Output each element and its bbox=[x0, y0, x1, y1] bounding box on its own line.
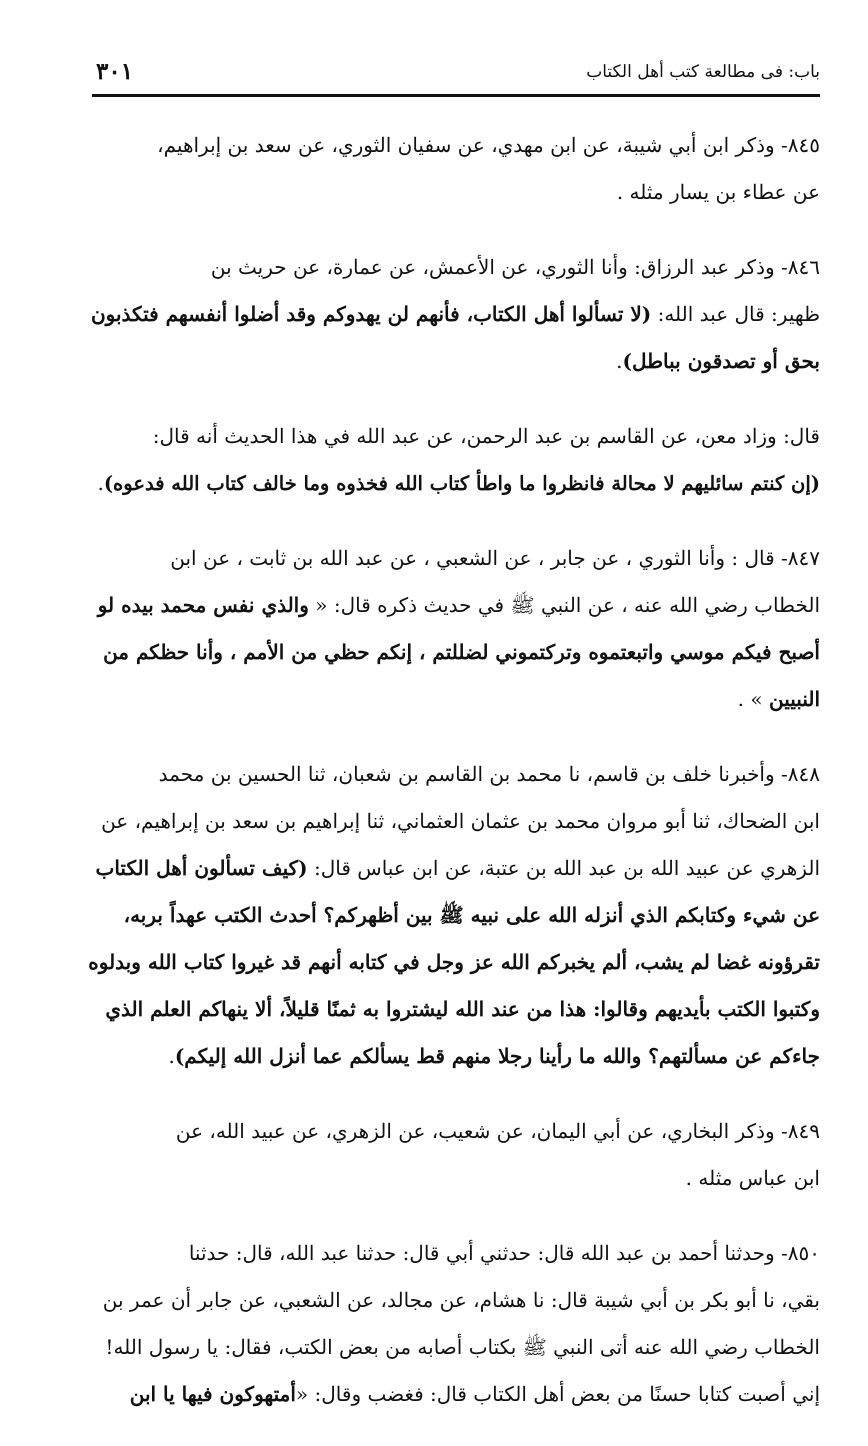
text-run: ابن الضحاك، ثنا أبو مروان محمد بن عثمان العثماني، ثنا إبراهيم بن سعد بن إبراهيم، عن bbox=[101, 809, 820, 833]
text-run: . bbox=[97, 472, 104, 495]
text-run: قال: وزاد معن، عن القاسم بن عبد الرحمن، عن عبد الله في هذا الحديث أنه قال: bbox=[152, 424, 820, 448]
quoted-text: وكتبوا الكتب بأيديهم وقالوا: هذا من عند الله ليشتروا به ثمنًا قليلاً، ألا ينهاكم العلم الذي bbox=[105, 997, 820, 1021]
text-run: . bbox=[616, 349, 623, 373]
quoted-text: والذي نفس محمد بيده لو bbox=[97, 593, 309, 617]
text-line bbox=[84, 798, 820, 845]
text-line bbox=[84, 1108, 820, 1155]
chapter-title: باب: فى مطالعة كتب أهل الكتاب bbox=[586, 62, 820, 82]
text-line bbox=[84, 460, 820, 507]
text-run: ٨٤٩- وذكر البخاري، عن أبي اليمان، عن شعيب، عن الزهري، عن عبيد الله، عن bbox=[175, 1119, 820, 1143]
text-line bbox=[84, 751, 820, 798]
text-run: . bbox=[168, 1044, 175, 1068]
quoted-text: أمتهوكون فيها يا ابن bbox=[129, 1382, 296, 1406]
text-run: الخطاب رضي الله عنه ، عن النبي ﷺ في حديث ذكره قال: « bbox=[308, 593, 820, 617]
text-line bbox=[84, 1277, 820, 1324]
running-header bbox=[92, 58, 820, 96]
text-run: » . bbox=[737, 687, 769, 711]
paragraph bbox=[84, 1108, 820, 1202]
text-run: ظهير: قال عبد الله: bbox=[651, 302, 820, 326]
paragraph bbox=[84, 413, 820, 507]
text-line bbox=[84, 986, 820, 1033]
text-run: الزهري عن عبيد الله بن عبد الله بن عتبة، عن ابن عباس قال: bbox=[307, 856, 820, 880]
quoted-text: أصبح فيكم موسي واتبعتموه وتركتموني لضللتم ، إنكم حظي من الأمم ، وأنا حظكم من bbox=[103, 640, 820, 664]
text-run: ابن عباس مثله . bbox=[685, 1166, 820, 1190]
text-line bbox=[84, 413, 820, 460]
quoted-text: (كيف تسألون أهل الكتاب bbox=[95, 856, 308, 880]
quoted-text: النبيين bbox=[768, 687, 820, 711]
quoted-text: بحق أو تصدقون بباطل) bbox=[622, 349, 820, 373]
text-run: ٨٤٦- وذكر عبد الرزاق: وأنا الثوري، عن الأعمش، عن عمارة، عن حريث بن bbox=[210, 255, 820, 279]
text-line bbox=[84, 1155, 820, 1202]
text-line bbox=[84, 338, 820, 385]
text-line bbox=[84, 535, 820, 582]
quoted-text: جاءكم عن مسألتهم؟ والله ما رأينا رجلا منهم قط يسألكم عما أنزل الله إليكم) bbox=[174, 1044, 820, 1068]
text-line bbox=[84, 939, 820, 986]
text-run: ٨٤٥- وذكر ابن أبي شيبة، عن ابن مهدي، عن سفيان الثوري، عن سعد بن إبراهيم، bbox=[157, 133, 820, 157]
text-line bbox=[84, 1033, 820, 1080]
text-line bbox=[84, 676, 820, 723]
text-run: ٨٤٧- قال : وأنا الثوري ، عن جابر ، عن الشعبي ، عن عبد الله بن ثابت ، عن ابن bbox=[170, 546, 820, 570]
header-rule bbox=[92, 94, 820, 97]
text-line bbox=[84, 291, 820, 338]
text-line bbox=[84, 629, 820, 676]
text-line bbox=[84, 122, 820, 169]
text-line bbox=[84, 845, 820, 892]
text-run: الخطاب رضي الله عنه أتى النبي ﷺ بكتاب أصابه من بعض الكتب، فقال: يا رسول الله! bbox=[105, 1335, 820, 1359]
text-line bbox=[84, 1324, 820, 1371]
paragraph bbox=[84, 535, 820, 723]
text-line bbox=[84, 169, 820, 216]
paragraph bbox=[84, 122, 820, 216]
page-number: ٣٠١ bbox=[96, 58, 134, 85]
text-body bbox=[84, 122, 820, 1446]
text-line bbox=[84, 1371, 820, 1418]
quoted-text: (إن كنتم سائليهم لا محالة فانظروا ما واطأ كتاب الله فخذوه وما خالف كتاب الله فدعوه) bbox=[103, 472, 820, 495]
quoted-text: (لا تسألوا أهل الكتاب، فأنهم لن يهدوكم وقد أضلوا أنفسهم فتكذبون bbox=[90, 302, 652, 326]
paragraph bbox=[84, 244, 820, 385]
text-line bbox=[84, 1230, 820, 1277]
text-run: ٨٤٨- وأخبرنا خلف بن قاسم، نا محمد بن القاسم بن شعبان، ثنا الحسين بن محمد bbox=[158, 762, 820, 786]
text-run: ٨٥٠- وحدثنا أحمد بن عبد الله قال: حدثني أبي قال: حدثنا عبد الله، قال: حدثنا bbox=[188, 1241, 820, 1265]
text-run: إني أصبت كتابا حسنًا من بعض أهل الكتاب قال: فغضب وقال: « bbox=[295, 1382, 820, 1406]
text-run: بقي، نا أبو بكر بن أبي شيبة قال: نا هشام، عن مجالد، عن الشعبي، عن جابر أن عمر بن bbox=[102, 1288, 820, 1312]
paragraph bbox=[84, 751, 820, 1080]
text-line bbox=[84, 582, 820, 629]
text-run: عن عطاء بن يسار مثله . bbox=[616, 180, 820, 204]
paragraph bbox=[84, 1230, 820, 1418]
quoted-text: تقرؤونه غضا لم يشب، ألم يخبركم الله عز وجل في كتابه أنهم قد غيروا كتاب الله وبدلوه bbox=[88, 950, 820, 974]
quoted-text: عن شيء وكتابكم الذي أنزله الله على نبيه ﷺ بين أظهركم؟ أحدث الكتب عهداً بربه، bbox=[123, 903, 820, 927]
text-line bbox=[84, 244, 820, 291]
text-line bbox=[84, 892, 820, 939]
